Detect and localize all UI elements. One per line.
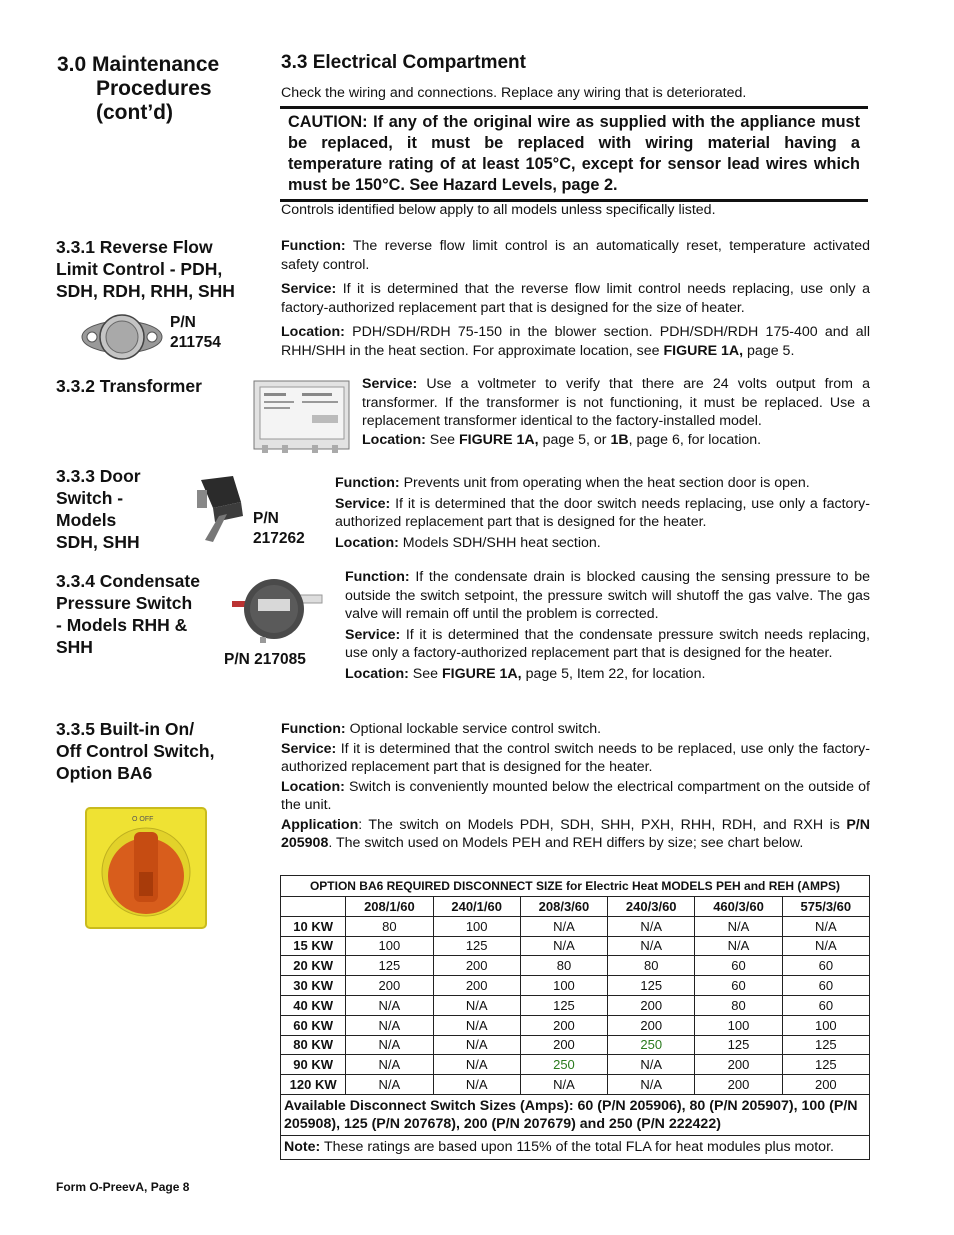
door-switch-heading-line3: Models xyxy=(56,510,117,530)
pressure-switch-photo xyxy=(230,573,326,645)
location-page: page 5. xyxy=(747,342,795,359)
location-text: See xyxy=(429,431,456,448)
door-switch-function xyxy=(335,474,870,493)
note-text: These ratings are based upon 115% of the total FLA for heat modules plus motor. xyxy=(323,1139,834,1156)
transformer-heading: 3.3.2 Transformer xyxy=(56,376,202,396)
table-cell: N/A xyxy=(433,995,520,1015)
door-switch-location xyxy=(335,534,870,553)
row-header: 60 KW xyxy=(281,1015,346,1035)
table-cell: 200 xyxy=(782,1075,869,1095)
table-cell: 200 xyxy=(520,1015,607,1035)
door-switch-heading-line2: Switch - xyxy=(56,488,124,508)
door-switch-heading-line1: 3.3.3 Door xyxy=(56,466,141,486)
reverse-flow-pn-value: 211754 xyxy=(170,334,221,351)
column-header: 240/3/60 xyxy=(608,897,695,917)
location-figure-ref: FIGURE 1A, xyxy=(459,431,539,448)
table-cell: 125 xyxy=(782,1055,869,1075)
door-switch-pn-value: 217262 xyxy=(253,530,305,547)
location-text: PDH/SDH/RDH 75-150 in the blower section. PDH/SDH/RDH 175-400 and all RHH/SHH in the heat section. For approximate location, see xyxy=(281,324,870,359)
door-switch-service xyxy=(335,495,870,532)
service-label: Service: xyxy=(362,376,418,392)
row-header: 120 KW xyxy=(281,1075,346,1095)
table-cell: 80 xyxy=(608,956,695,976)
condensate-heading xyxy=(56,570,200,658)
application-pn: P/N 205908 xyxy=(281,816,870,851)
location-page: page 5, Item 22, for location. xyxy=(525,665,706,682)
table-cell: 125 xyxy=(346,956,433,976)
section-title-line2: Procedures xyxy=(96,77,212,100)
table-cell: 100 xyxy=(695,1015,782,1035)
location-page: page 5, or xyxy=(542,431,607,448)
table-cell: 125 xyxy=(608,976,695,996)
table-cell: N/A xyxy=(695,916,782,936)
condensate-pn: P/N 217085 xyxy=(224,651,306,668)
table-row xyxy=(281,1035,870,1055)
column-header: 208/3/60 xyxy=(520,897,607,917)
function-label: Function: xyxy=(345,569,410,585)
builtin-application xyxy=(281,816,870,853)
table-cell: 200 xyxy=(433,956,520,976)
function-label: Function: xyxy=(335,475,400,491)
function-text: The reverse flow limit control is an automatically reset, temperature activated safety control. xyxy=(281,238,871,273)
table-cell: N/A xyxy=(346,1055,433,1075)
table-cell: N/A xyxy=(782,916,869,936)
reverse-flow-heading-line1: 3.3.1 Reverse Flow xyxy=(56,237,213,257)
table-cell: N/A xyxy=(346,1015,433,1035)
service-label: Service: xyxy=(281,281,337,297)
door-switch-heading xyxy=(56,465,141,553)
builtin-switch-body xyxy=(281,720,870,853)
condensate-body xyxy=(345,568,870,683)
reverse-flow-pn-label: P/N xyxy=(170,314,196,331)
location-label: Location: xyxy=(281,324,345,340)
table-cell: 100 xyxy=(433,916,520,936)
row-header: 10 KW xyxy=(281,916,346,936)
table-cell: N/A xyxy=(433,1055,520,1075)
door-switch-pn xyxy=(253,509,305,549)
table-title: OPTION BA6 REQUIRED DISCONNECT SIZE for Electric Heat MODELS PEH and REH (AMPS) xyxy=(281,876,870,897)
condensate-service xyxy=(345,626,870,663)
table-cell: 100 xyxy=(346,936,433,956)
section-title xyxy=(57,53,219,125)
table-cell: 200 xyxy=(608,995,695,1015)
condensate-location xyxy=(345,665,870,684)
table-cell: N/A xyxy=(608,1055,695,1075)
table-cell: 200 xyxy=(608,1015,695,1035)
location-text: Models SDH/SHH heat section. xyxy=(402,534,601,551)
builtin-switch-heading-line3: Option BA6 xyxy=(56,763,153,783)
service-label: Service: xyxy=(335,495,391,512)
table-row xyxy=(281,956,870,976)
row-header: 80 KW xyxy=(281,1035,346,1055)
function-label: Function: xyxy=(281,721,346,737)
condensate-heading-line4: SHH xyxy=(56,637,93,657)
table-cell: N/A xyxy=(433,1075,520,1095)
reverse-flow-service xyxy=(281,280,870,317)
reverse-flow-location xyxy=(281,323,870,360)
table-cell: N/A xyxy=(520,1075,607,1095)
table-cell: N/A xyxy=(608,916,695,936)
location-label: Location: xyxy=(281,778,345,795)
location-text: See xyxy=(412,665,439,682)
reverse-flow-function xyxy=(281,237,870,274)
reverse-flow-heading xyxy=(56,236,235,302)
controls-note: Controls identified below apply to all models unless specifically listed. xyxy=(281,202,716,218)
table-cell: N/A xyxy=(346,1035,433,1055)
builtin-location xyxy=(281,778,870,815)
table-row xyxy=(281,936,870,956)
condensate-heading-line2: Pressure Switch xyxy=(56,593,193,613)
table-cell: N/A xyxy=(433,1035,520,1055)
table-row xyxy=(281,1075,870,1095)
table-cell: 125 xyxy=(520,995,607,1015)
door-switch-photo xyxy=(193,472,249,544)
row-header: 30 KW xyxy=(281,976,346,996)
table-cell: 125 xyxy=(695,1035,782,1055)
table-cell: 250 xyxy=(608,1035,695,1055)
table-cell: 200 xyxy=(433,976,520,996)
column-header xyxy=(281,897,346,917)
table-row xyxy=(281,976,870,996)
switch-off-marking: O OFF xyxy=(132,816,154,823)
function-text: Optional lockable service control switch. xyxy=(349,721,602,737)
location-figure-ref: FIGURE 1A, xyxy=(663,342,744,359)
application-text: : The switch on Models PDH, SDH, SHH, PXH, RHH, RDH, and RXH is xyxy=(358,816,840,833)
note-row xyxy=(281,1135,870,1159)
reverse-flow-heading-line3: SDH, RDH, RHH, SHH xyxy=(56,281,235,301)
service-text: If it is determined that the reverse flow limit control needs replacing, use only a factory-authorized replacement part that is designed for the size of heater. xyxy=(281,281,870,316)
table-cell: 80 xyxy=(695,995,782,1015)
disconnect-table-wrap xyxy=(280,875,870,1160)
electrical-heading: 3.3 Electrical Compartment xyxy=(281,52,526,73)
table-title-row xyxy=(281,876,870,897)
table-cell: N/A xyxy=(608,1075,695,1095)
condensate-function xyxy=(345,568,870,624)
location-label: Location: xyxy=(335,534,399,551)
function-text: Prevents unit from operating when the heat section door is open. xyxy=(403,475,810,491)
disconnect-table xyxy=(280,875,870,1160)
table-cell: N/A xyxy=(520,936,607,956)
condensate-heading-line1: 3.3.4 Condensate xyxy=(56,571,200,591)
row-header: 90 KW xyxy=(281,1055,346,1075)
location-label: Location: xyxy=(362,431,426,448)
service-text: If it is determined that the control switch needs to be replaced, use only the factory-authorized replacement part that is designed for the heater. xyxy=(281,740,870,775)
table-cell: 200 xyxy=(695,1075,782,1095)
table-cell: N/A xyxy=(608,936,695,956)
transformer-photo xyxy=(252,375,352,455)
transformer-location xyxy=(362,431,870,450)
transformer-service xyxy=(362,375,870,431)
reverse-flow-body xyxy=(281,237,870,360)
condensate-heading-line3: - Models RHH & xyxy=(56,615,188,635)
function-text: If the condensate drain is blocked causing the sensing pressure to be outside the switch setpoint, the pressure switch will shutoff the gas valve. The gas valve will remain off until the problem is corrected. xyxy=(345,569,870,622)
service-label: Service: xyxy=(345,626,401,643)
table-cell: 60 xyxy=(782,995,869,1015)
row-header: 40 KW xyxy=(281,995,346,1015)
table-row xyxy=(281,1055,870,1075)
reverse-flow-heading-line2: Limit Control - PDH, xyxy=(56,259,223,279)
table-cell: 125 xyxy=(433,936,520,956)
location-text: Switch is conveniently mounted below the electrical compartment on the outside of the unit. xyxy=(281,778,870,813)
table-row xyxy=(281,1015,870,1035)
door-switch-body xyxy=(335,474,870,552)
table-cell: 125 xyxy=(782,1035,869,1055)
table-cell: 250 xyxy=(520,1055,607,1075)
table-cell: 200 xyxy=(520,1035,607,1055)
location-figure-ref: FIGURE 1A, xyxy=(442,665,522,682)
table-cell: 100 xyxy=(782,1015,869,1035)
location-figure-ref-2: 1B xyxy=(610,431,629,448)
table-cell: N/A xyxy=(695,936,782,956)
table-cell: N/A xyxy=(433,1015,520,1035)
row-header: 15 KW xyxy=(281,936,346,956)
table-row xyxy=(281,916,870,936)
location-page-2: , page 6, for location. xyxy=(628,431,762,448)
electrical-intro: Check the wiring and connections. Replace any wiring that is deteriorated. xyxy=(281,85,747,101)
limit-control-photo xyxy=(80,307,164,367)
door-switch-heading-line4: SDH, SHH xyxy=(56,532,140,552)
table-row xyxy=(281,995,870,1015)
service-text: Use a voltmeter to verify that there are 24 volts output from a transformer. If the transformer is not functioning, it must be replaced. Use a replacement transformer identical to the factory-installed model. xyxy=(362,376,870,429)
table-cell: 60 xyxy=(695,976,782,996)
table-cell: 200 xyxy=(695,1055,782,1075)
table-cell: N/A xyxy=(346,1075,433,1095)
reverse-flow-pn xyxy=(170,313,221,353)
table-cell: 60 xyxy=(695,956,782,976)
table-cell: 80 xyxy=(346,916,433,936)
door-switch-pn-label: P/N xyxy=(253,510,279,527)
table-note xyxy=(281,1135,870,1159)
service-text: If it is determined that the condensate pressure switch needs replacing, use only a factory-authorized replacement part that is designed for the heater. xyxy=(345,626,870,661)
transformer-body xyxy=(362,375,870,449)
service-label: Service: xyxy=(281,740,337,757)
function-label: Function: xyxy=(281,238,346,254)
caution-box: CAUTION: If any of the original wire as supplied with the appliance must be replaced, it must be replaced with wiring material having a temperature rating of at least 105°C, except for sensor lead wires which must be 150°C. See Hazard Levels, page 2. xyxy=(280,106,868,202)
table-cell: 100 xyxy=(520,976,607,996)
builtin-switch-heading xyxy=(56,718,214,784)
available-sizes-row xyxy=(281,1094,870,1135)
column-header: 208/1/60 xyxy=(346,897,433,917)
location-label: Location: xyxy=(345,665,409,682)
application-text-2: . The switch used on Models PEH and REH differs by size; see chart below. xyxy=(328,835,804,851)
available-sizes: Available Disconnect Switch Sizes (Amps): 60 (P/N 205906), 80 (P/N 205907), 100 (P/N 205908), 125 (P/N 207678), 200 (P/N 207679) and 250 (P/N 222422) xyxy=(281,1094,870,1135)
table-header-row xyxy=(281,897,870,917)
section-title-line1: 3.0 Maintenance xyxy=(57,53,220,76)
table-cell: N/A xyxy=(520,916,607,936)
builtin-switch-heading-line1: 3.3.5 Built-in On/ xyxy=(56,719,195,739)
builtin-function xyxy=(281,720,870,739)
builtin-service xyxy=(281,740,870,777)
column-header: 240/1/60 xyxy=(433,897,520,917)
table-cell: N/A xyxy=(782,936,869,956)
section-title-line3: (cont’d) xyxy=(96,101,173,124)
application-label: Application xyxy=(281,816,359,833)
column-header: 460/3/60 xyxy=(695,897,782,917)
table-cell: 60 xyxy=(782,976,869,996)
service-text: If it is determined that the door switch needs replacing, use only a factory-authorized replacement part that is designed for the heater. xyxy=(335,495,870,530)
page-footer: Form O-PreevA, Page 8 xyxy=(56,1180,190,1194)
row-header: 20 KW xyxy=(281,956,346,976)
builtin-switch-heading-line2: Off Control Switch, xyxy=(56,741,215,761)
note-label: Note: xyxy=(284,1139,321,1156)
table-cell: 80 xyxy=(520,956,607,976)
table-cell: 60 xyxy=(782,956,869,976)
onoff-switch-photo xyxy=(84,806,208,930)
column-header: 575/3/60 xyxy=(782,897,869,917)
table-cell: N/A xyxy=(346,995,433,1015)
table-cell: 200 xyxy=(346,976,433,996)
